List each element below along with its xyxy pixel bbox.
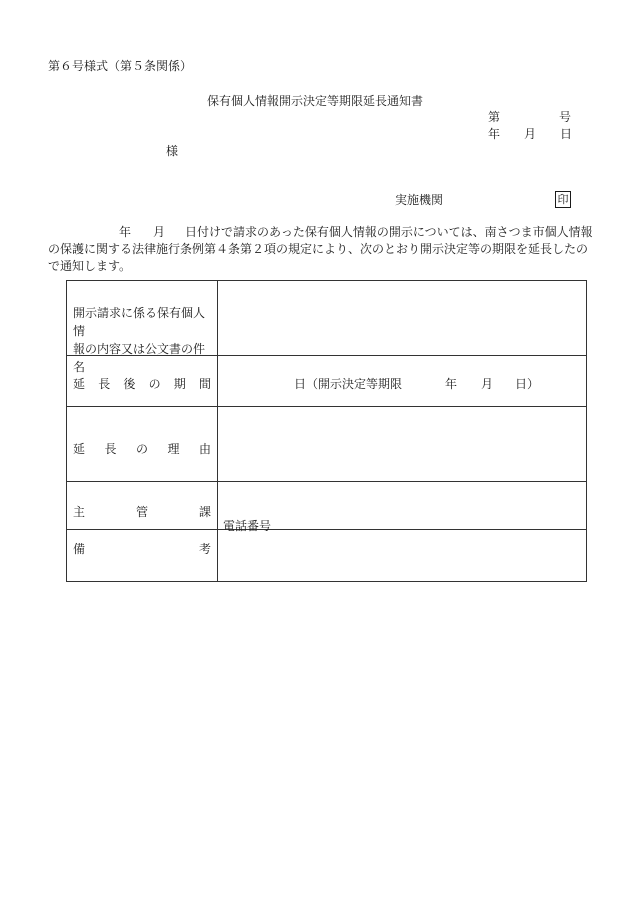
deadline-month-label: 月 bbox=[481, 377, 494, 391]
date-month-label: 月 bbox=[524, 127, 537, 141]
label-char: 長 bbox=[104, 442, 117, 456]
body-line-1-text: 日付けで請求のあった保有個人情報の開示については、南さつま市個人情報 bbox=[185, 225, 593, 239]
subject-value-cell bbox=[219, 281, 586, 355]
label-char: 理 bbox=[167, 442, 180, 456]
phone-number-label: 電話番号 bbox=[223, 519, 272, 533]
label-char: 由 bbox=[198, 442, 211, 456]
label-char: 管 bbox=[135, 505, 148, 519]
table-row-reason bbox=[67, 407, 586, 482]
deadline-year-label: 年 bbox=[445, 377, 458, 391]
department-label-cell bbox=[67, 482, 218, 529]
remarks-label bbox=[73, 540, 211, 557]
label-char: 期 bbox=[173, 377, 186, 391]
extended-period-value-cell bbox=[219, 356, 586, 406]
label-char: 備 bbox=[73, 542, 86, 556]
label-char: 後 bbox=[123, 377, 136, 391]
reason-label bbox=[73, 440, 211, 457]
notice-body-line-2: の保護に関する法律施行条例第４条第２項の規定により、次のとおり開示決定等の期限を延長したの bbox=[48, 242, 589, 256]
date-year-label: 年 bbox=[488, 127, 501, 141]
label-char: 主 bbox=[73, 505, 86, 519]
body-year-label: 年 bbox=[119, 225, 132, 239]
label-char: 長 bbox=[98, 377, 111, 391]
label-char: 間 bbox=[198, 377, 211, 391]
extended-period-label bbox=[73, 375, 211, 392]
subject-label-line-2: 報の内容又は公文書の件名 bbox=[73, 342, 206, 374]
seal-mark: 印 bbox=[555, 191, 571, 208]
notice-table bbox=[66, 280, 587, 582]
notice-body-line-3: で通知します。 bbox=[48, 259, 132, 273]
body-month-label: 月 bbox=[153, 225, 166, 239]
label-char: の bbox=[135, 442, 148, 456]
table-row-extended-period bbox=[67, 356, 586, 407]
extended-period-day-text: 日（開示決定等期限 bbox=[294, 377, 403, 391]
recipient-honorific: 様 bbox=[166, 144, 179, 158]
document-title: 保有個人情報開示決定等期限延長通知書 bbox=[206, 94, 423, 108]
label-char: 延 bbox=[73, 442, 86, 456]
department-label bbox=[73, 503, 211, 520]
deadline-day-label: 日） bbox=[515, 377, 540, 391]
form-number: 第６号様式（第５条関係） bbox=[48, 59, 193, 73]
reason-label-cell bbox=[67, 407, 218, 481]
table-row-department bbox=[67, 482, 586, 533]
subject-label-line-1: 開示請求に係る保有個人情 bbox=[73, 306, 206, 338]
implementing-agency-label: 実施機関 bbox=[395, 193, 444, 207]
label-char: 課 bbox=[198, 505, 211, 519]
date-day-label: 日 bbox=[560, 127, 573, 141]
reason-value-cell bbox=[219, 407, 586, 481]
label-char: の bbox=[148, 377, 161, 391]
remarks-label-cell bbox=[67, 530, 218, 581]
notice-body-line-1 bbox=[48, 224, 593, 241]
extended-period-label-cell bbox=[67, 356, 218, 406]
remarks-value-cell bbox=[219, 530, 586, 581]
subject-label-cell bbox=[67, 281, 218, 374]
table-row-remarks bbox=[67, 530, 586, 581]
department-value-cell bbox=[219, 482, 586, 533]
document-number-label: 第 bbox=[488, 110, 501, 124]
notice-body bbox=[48, 224, 593, 275]
label-char: 考 bbox=[198, 542, 211, 556]
label-char: 延 bbox=[73, 377, 86, 391]
table-row-subject bbox=[67, 281, 586, 374]
document-number-suffix: 号 bbox=[559, 110, 572, 124]
